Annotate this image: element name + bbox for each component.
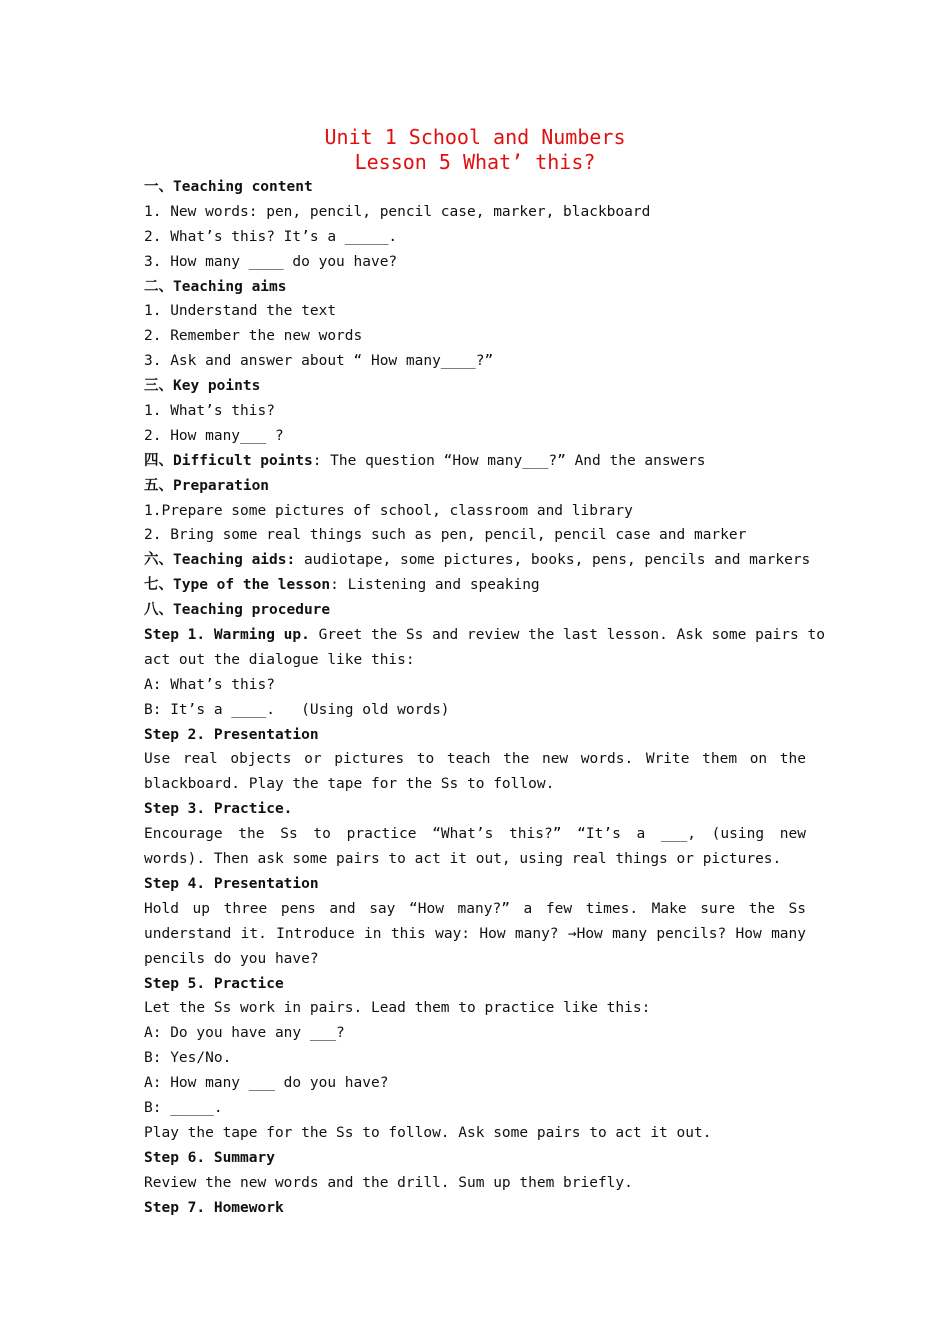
section-heading-key-points: 三、Key points <box>144 378 261 395</box>
section-heading-teaching-aids: 六、Teaching aids: <box>144 552 296 569</box>
section-heading-teaching-procedure: 八、Teaching procedure <box>144 602 331 619</box>
step5-heading: Step 5. Practice <box>144 975 284 992</box>
lesson-title: Lesson 5 What’ this? <box>354 150 596 174</box>
section-heading-lesson-type: 七、Type of the lesson <box>144 577 331 594</box>
paragraph-line: Use real objects or pictures to teach the new words. Write them on the <box>144 751 806 768</box>
list-item: 1. Understand the text <box>144 303 337 320</box>
teaching-aids-text: audiotape, some pictures, books, pens, pencils and markers <box>295 552 811 569</box>
list-item: 1.Prepare some pictures of school, classroom and library <box>144 502 633 519</box>
paragraph-line: Review the new words and the drill. Sum up them briefly. <box>144 1174 633 1191</box>
dialogue-line: A: Do you have any ___? <box>144 1025 345 1042</box>
difficult-points-line <box>144 449 806 474</box>
step2-heading: Step 2. Presentation <box>144 726 319 743</box>
lesson-type-line <box>144 573 806 598</box>
list-item: 2. Bring some real things such as pen, pencil, pencil case and marker <box>144 527 747 544</box>
dialogue-line: B: Yes/No. <box>144 1050 232 1067</box>
paragraph-line: Play the tape for the Ss to follow. Ask some pairs to act it out. <box>144 1124 712 1141</box>
paragraph-line: Encourage the Ss to practice “What’s this?” “It’s a ___, (using new <box>144 826 806 843</box>
paragraph-line: Let the Ss work in pairs. Lead them to practice like this: <box>144 1000 651 1017</box>
dialogue-line: B: _____. <box>144 1099 223 1116</box>
list-item: 3. How many ____ do you have? <box>144 253 398 270</box>
section-heading-difficult-points: 四、Difficult points <box>144 452 313 469</box>
step6-heading: Step 6. Summary <box>144 1149 275 1166</box>
step4-heading: Step 4. Presentation <box>144 875 319 892</box>
paragraph-line: understand it. Introduce in this way: How many? →How many pencils? How many <box>144 925 806 942</box>
difficult-points-text: : The question “How many___?” And the answers <box>312 452 706 469</box>
paragraph-line: words). Then ask some pairs to act it out, using real things or pictures. <box>144 851 782 868</box>
teaching-aids-line <box>144 548 811 573</box>
section-heading-teaching-content: 一、Teaching content <box>144 179 313 195</box>
step1-heading: Step 1. Warming up. <box>144 627 310 644</box>
list-item: 1. New words: pen, pencil, pencil case, marker, blackboard <box>144 203 651 220</box>
list-item: 1. What’s this? <box>144 403 275 420</box>
dialogue-line: A: How many ___ do you have? <box>144 1075 389 1092</box>
lesson-type-text: : Listening and speaking <box>330 577 540 594</box>
list-item: 2. What’s this? It’s a _____. <box>144 228 398 245</box>
list-item: 3. Ask and answer about “ How many____?” <box>144 353 494 370</box>
step1-line <box>144 623 825 648</box>
list-item: 2. How many___ ? <box>144 427 284 444</box>
dialogue-line: A: What’s this? <box>144 676 275 693</box>
unit-title: Unit 1 School and Numbers <box>324 125 626 149</box>
step1-text: Greet the Ss and review the last lesson. Ask some pairs to <box>309 627 825 644</box>
step7-heading: Step 7. Homework <box>144 1199 284 1216</box>
paragraph-line: pencils do you have? <box>144 950 319 967</box>
document-body <box>144 175 825 1220</box>
paragraph-line: blackboard. Play the tape for the Ss to follow. <box>144 776 555 793</box>
section-heading-preparation: 五、Preparation <box>144 477 270 494</box>
paragraph-line: Hold up three pens and say “How many?” a few times. Make sure the Ss <box>144 900 806 917</box>
list-item: 2. Remember the new words <box>144 328 363 345</box>
paragraph-line: act out the dialogue like this: <box>144 651 415 668</box>
dialogue-line: B: It’s a ____. (Using old words) <box>144 701 450 718</box>
section-heading-teaching-aims: 二、Teaching aims <box>144 278 287 295</box>
step3-heading: Step 3. Practice. <box>144 801 293 818</box>
